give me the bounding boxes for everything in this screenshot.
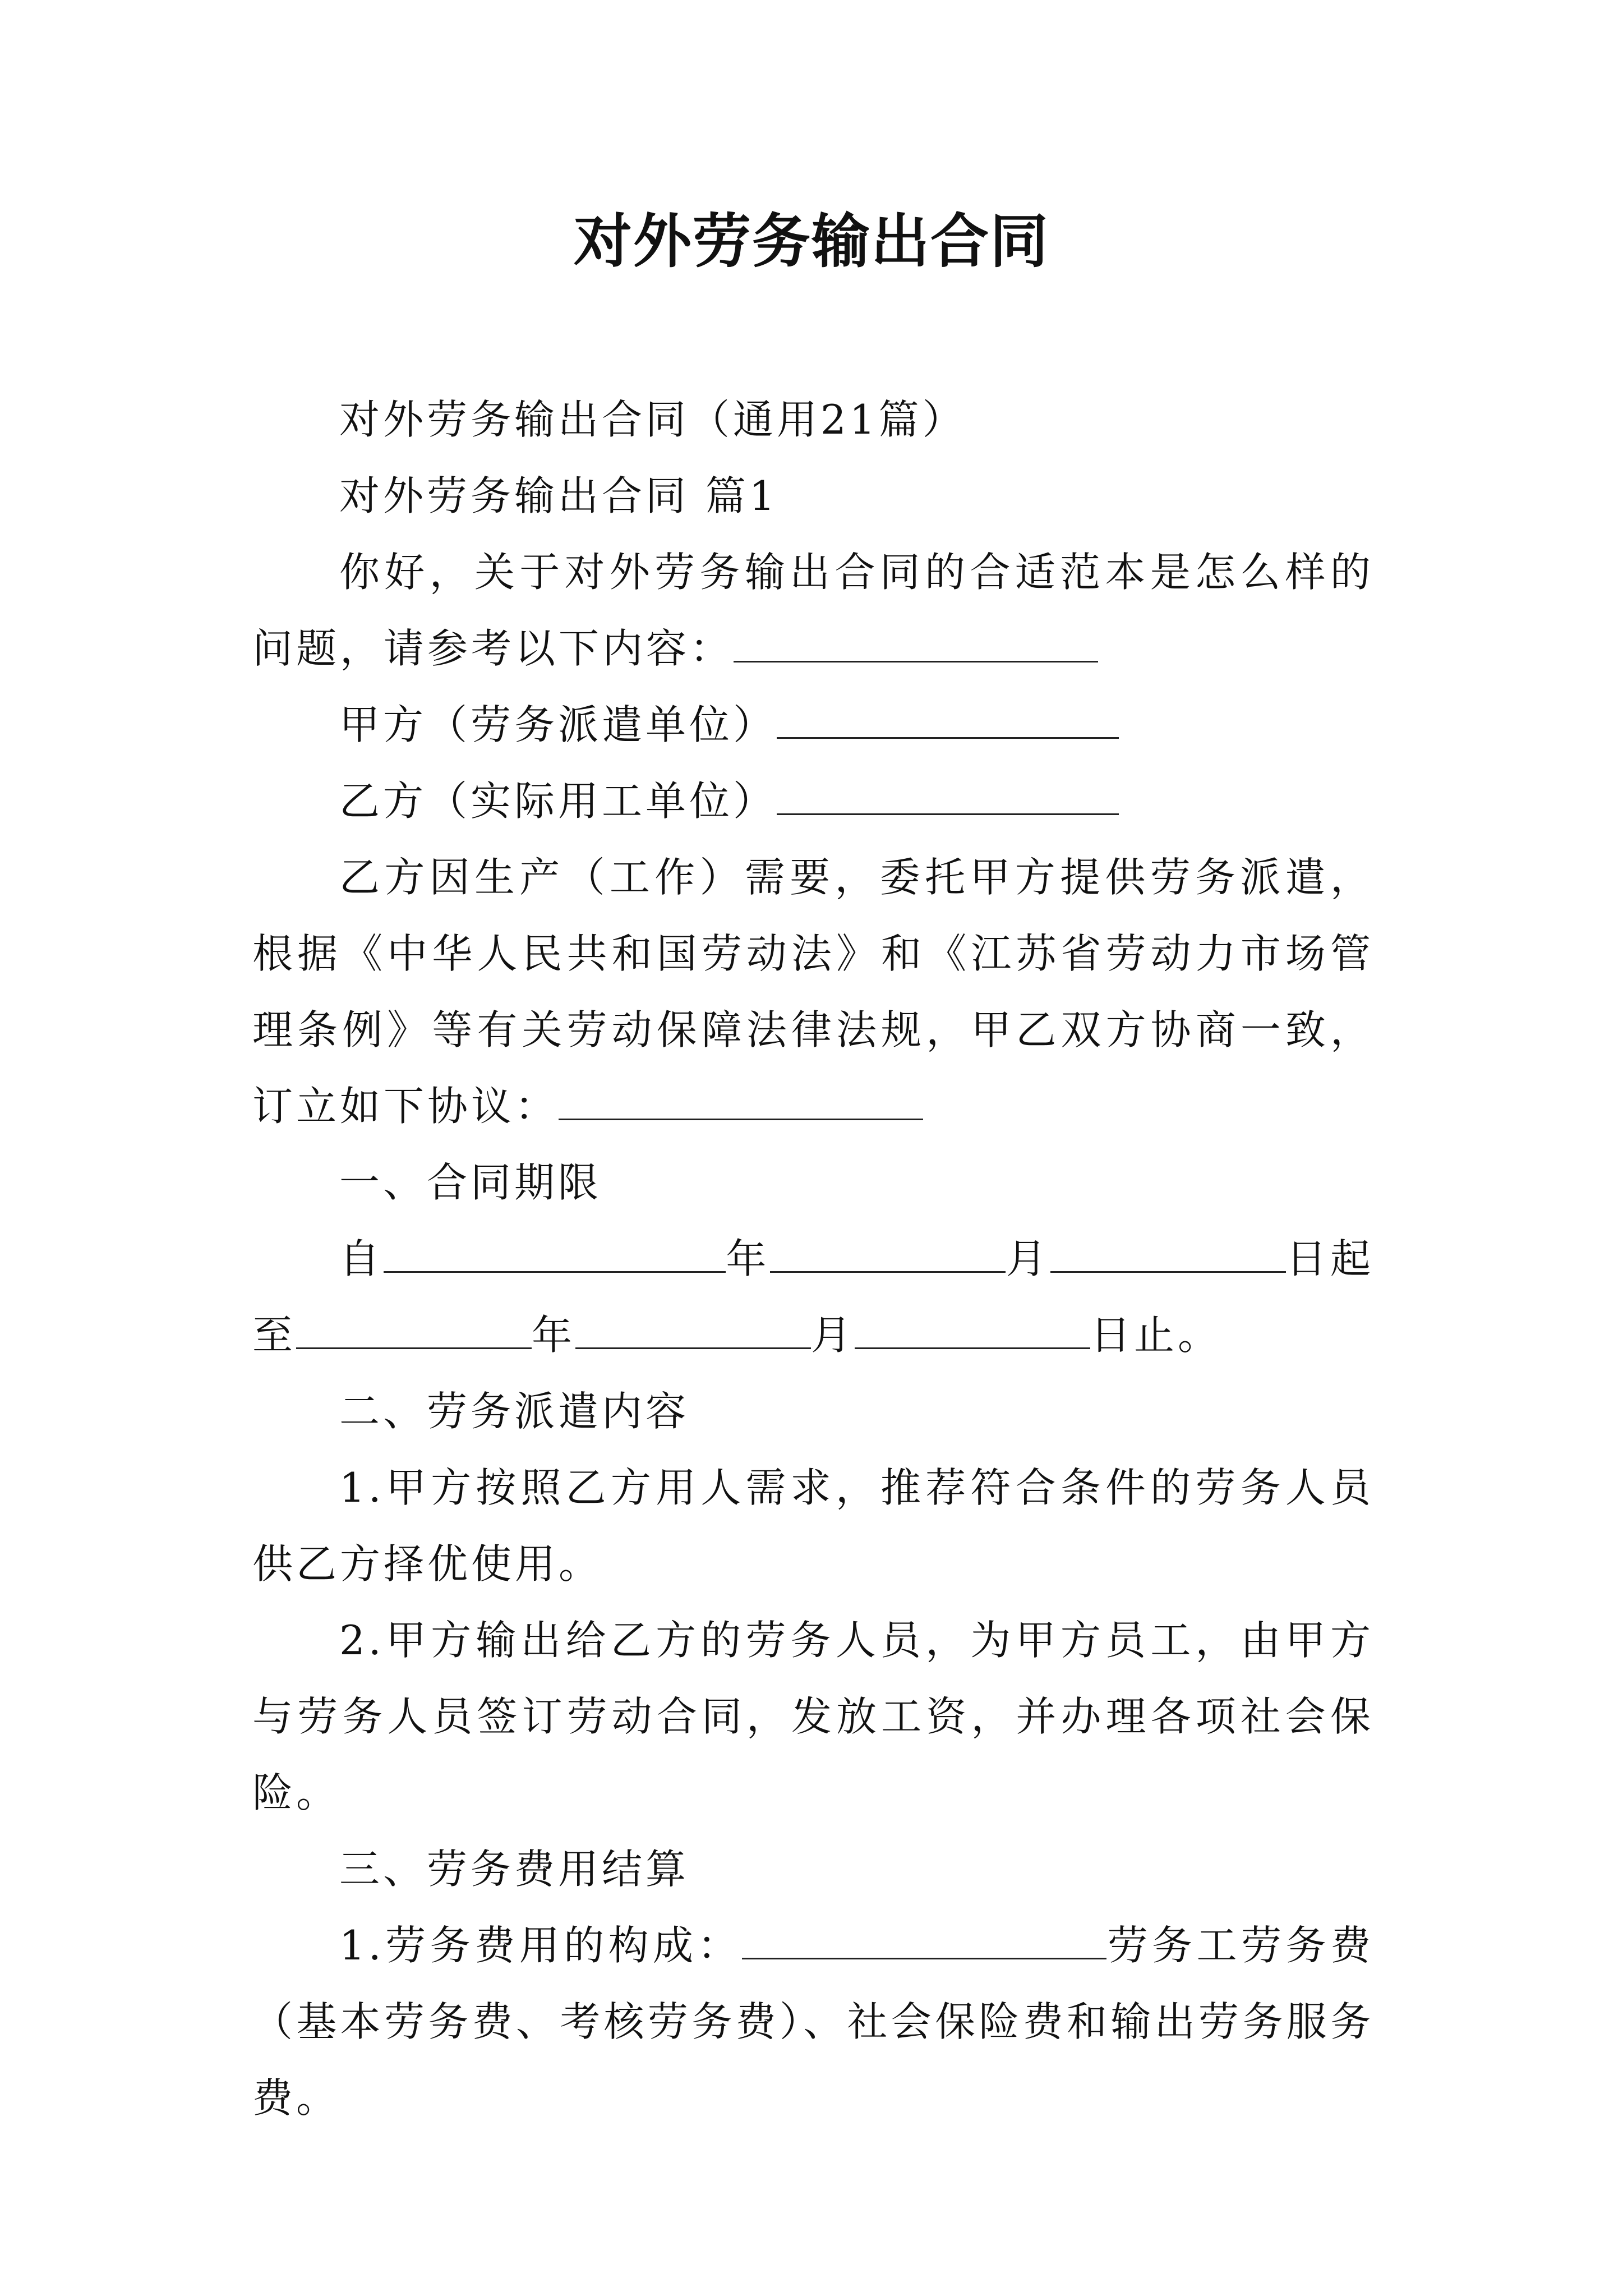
document-subtitle: 对外劳务输出合同（通用21篇） — [339, 396, 966, 443]
blank-line — [734, 627, 1098, 662]
start-month-blank — [770, 1237, 1006, 1273]
document-title: 对外劳务输出合同 — [573, 206, 1049, 275]
end-month-blank — [575, 1314, 811, 1349]
party-a-line: 甲方（劳务派遣单位） — [252, 687, 1374, 763]
section-2-heading: 二、劳务派遣内容 — [339, 1388, 690, 1435]
fee-composition-blank — [742, 1924, 1106, 1959]
section-2-item-1: 1.甲方按照乙方用人需求，推荐符合条件的劳务人员供乙方择优使用。 — [252, 1464, 1374, 1588]
end-year-blank — [296, 1314, 532, 1349]
party-b-line: 乙方（实际用工单位） — [252, 763, 1374, 839]
section-2-item-2: 2.甲方输出给乙方的劳务人员，为甲方员工，由甲方与劳务人员签订劳动合同，发放工资，并办理各项社会保险。 — [252, 1617, 1374, 1816]
end-day-blank — [855, 1314, 1090, 1349]
section-3-item-1: 1.劳务费用的构成： 劳务工劳务费（基本劳务费、考核劳务费）、社会保险费和输出劳务服务费。 — [252, 1922, 1374, 2122]
start-day-blank — [1050, 1237, 1286, 1273]
preamble-blank — [559, 1085, 923, 1120]
intro-paragraph: 你好，关于对外劳务输出合同的合适范本是怎么样的问题，请参考以下内容： — [252, 549, 1374, 672]
party-b-blank — [777, 780, 1119, 815]
contract-term-paragraph: 自 年 月 日起至 年 月 日止。 — [252, 1235, 1374, 1359]
section-3-heading: 三、劳务费用结算 — [339, 1846, 690, 1893]
party-a-blank — [777, 703, 1119, 739]
start-year-blank — [384, 1237, 726, 1273]
document-body — [252, 381, 1374, 2136]
chapter-heading: 对外劳务输出合同 篇1 — [339, 472, 778, 519]
section-1-heading: 一、合同期限 — [339, 1159, 602, 1206]
preamble-paragraph: 乙方因生产（工作）需要，委托甲方提供劳务派遣，根据《中华人民共和国劳动法》和《江苏省劳动力市场管理条例》等有关劳动保障法律法规，甲乙双方协商一致，订立如下协议： — [252, 854, 1374, 1130]
